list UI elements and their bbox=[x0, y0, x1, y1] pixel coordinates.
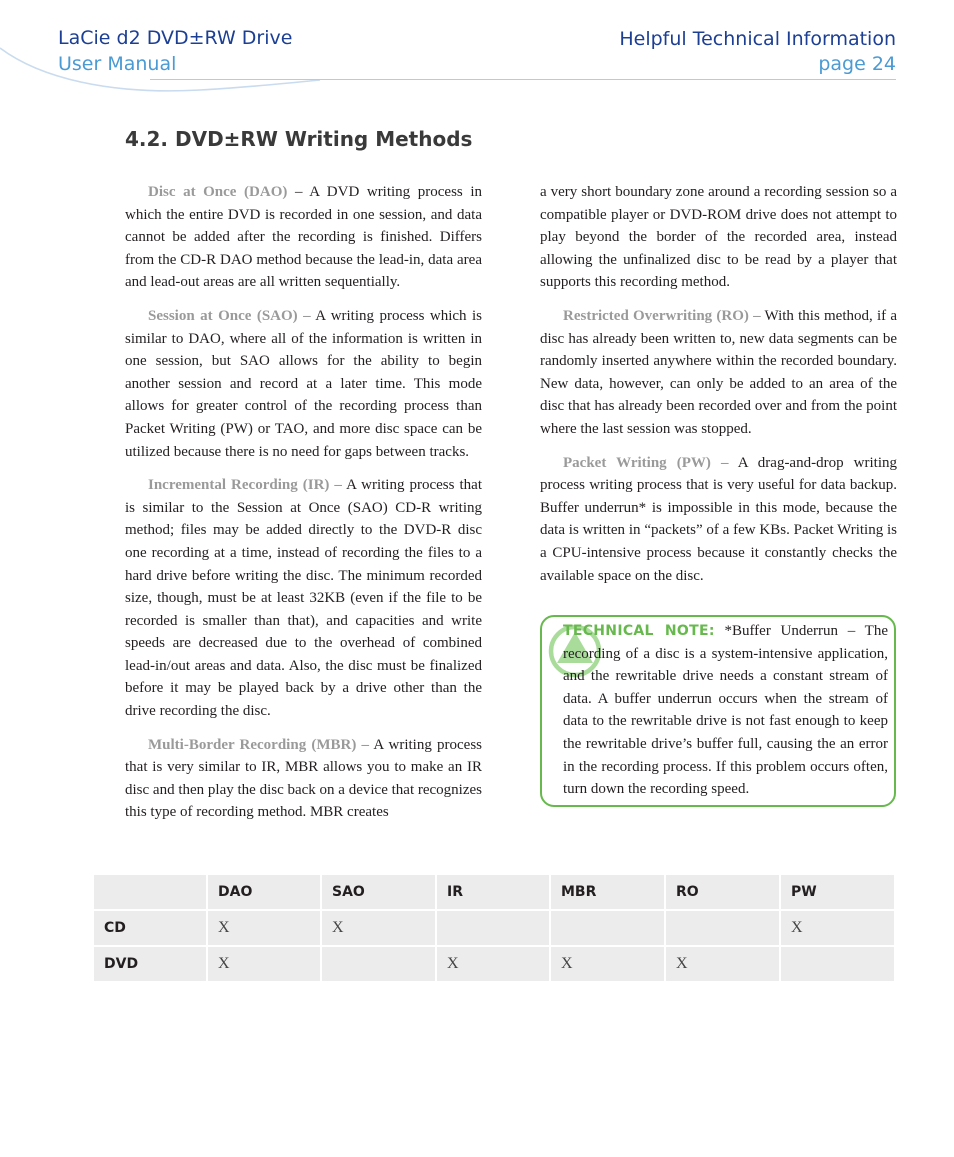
table-header-cell: SAO bbox=[322, 875, 435, 909]
text-ir: A writing process that is similar to the Session at Once (SAO) CD-R writing method; files may be added directly to the DVD-R disc one recording at a time, instead of recording the files to a hard drive before writing the disc. The minimum recorded size, though, must be at least 32KB (even if the file to be recorded is smaller than that), and capacities and write speeds are decreased due to the overhead of combined lead-in/out areas and data. Also, the disc must be finalized before it may be played back by a drive other than the drive recording the disc. bbox=[125, 477, 482, 720]
term-sao: Session at Once (SAO) – bbox=[148, 307, 311, 324]
paragraph-ro bbox=[540, 305, 897, 441]
table-cell: X bbox=[781, 911, 894, 945]
table-row bbox=[94, 911, 894, 945]
text-ro: With this method, if a disc has already been written to, new data segments can be randomly inserted anywhere within the recorded boundary. New data, however, can only be added to an area of the disc that has already been recorded over and from the point where the last session was stopped. bbox=[540, 307, 897, 437]
table-cell: X bbox=[437, 947, 549, 981]
technical-note-box bbox=[540, 615, 896, 807]
paragraph-dao bbox=[125, 181, 482, 294]
table-cell bbox=[781, 947, 894, 981]
table-cell bbox=[322, 947, 435, 981]
table-header-cell: IR bbox=[437, 875, 549, 909]
technical-note-text bbox=[563, 620, 888, 801]
row-label: DVD bbox=[94, 947, 206, 981]
paragraph-mbr bbox=[125, 734, 482, 824]
paragraph-mbr-continued: a very short boundary zone around a recording session so a compatible player or DVD-ROM drive does not attempt to play beyond the border of the recorded area, instead allowing the unfinalized disc to be read by a player that supports this recording method. bbox=[540, 184, 897, 291]
table-cell bbox=[551, 911, 664, 945]
left-column bbox=[125, 181, 482, 835]
header-divider bbox=[150, 79, 896, 80]
row-label: CD bbox=[94, 911, 206, 945]
table-cell: X bbox=[666, 947, 779, 981]
table-cell bbox=[666, 911, 779, 945]
term-pw: Packet Writing (PW) – bbox=[563, 454, 729, 471]
term-dao: Disc at Once (DAO) bbox=[148, 184, 288, 200]
technical-note-label: TECHNICAL NOTE: bbox=[563, 623, 715, 639]
text-mbr: A writing process that is very similar to IR, MBR allows you to make an IR disc and then play the disc back on a device that recognizes this type of recording method. MBR creates bbox=[125, 736, 482, 821]
text-sao: A writing process which is similar to DAO, where all of the information is written in one session, but SAO allows for the ability to begin another session and record at a later time. This mode allows for greater control of the recording process than Packet Writing (PW) or TAO, and more disc space can be utilized because there is no need for gaps between tracks. bbox=[125, 307, 483, 460]
compatibility-table bbox=[92, 873, 896, 983]
table-header-cell: RO bbox=[666, 875, 779, 909]
table-header-cell: DAO bbox=[208, 875, 320, 909]
table-cell: X bbox=[208, 947, 320, 981]
table-row bbox=[94, 947, 894, 981]
document-subtitle: User Manual bbox=[58, 53, 177, 75]
paragraph-sao bbox=[125, 305, 482, 463]
paragraph-ir bbox=[125, 474, 482, 723]
term-mbr: Multi-Border Recording (MBR) – bbox=[148, 736, 370, 753]
document-title: LaCie d2 DVD±RW Drive bbox=[58, 27, 293, 49]
table-header-cell bbox=[94, 875, 206, 909]
text-pw: A drag-and-drop writing process writing process that is very useful for data backup. Buffer underrun* is impossible in this mode, because the data is written in “packets” of a few KBs. Packet Writing is a CPU-intensive process because it constantly checks the available space on the disc. bbox=[540, 454, 897, 584]
table-cell: X bbox=[322, 911, 435, 945]
table-cell: X bbox=[551, 947, 664, 981]
page-heading: 4.2. DVD±RW Writing Methods bbox=[125, 127, 473, 151]
page-number: page 24 bbox=[818, 53, 896, 75]
technical-note-body: *Buffer Underrun – The recording of a disc is a system-intensive application, and the rewritable drive needs a constant stream of data. A buffer underrun occurs when the stream of data to the rewritable drive is not fast enough to keep the rewritable drive’s buffer full, causing the an error in the recording process. If this problem occurs often, turn down the recording speed. bbox=[563, 623, 888, 798]
section-title: Helpful Technical Information bbox=[619, 28, 896, 50]
term-ir: Incremental Recording (IR) – bbox=[148, 477, 342, 494]
text-dao: – A DVD writing process in which the entire DVD is recorded in one session, and data cannot be added after the recording is finished. Differs from the CD-R DAO method because the lead-in, data area and lead-out areas are all written sequentially. bbox=[125, 184, 482, 291]
paragraph-pw bbox=[540, 452, 897, 588]
table-cell: X bbox=[208, 911, 320, 945]
table-header-cell: MBR bbox=[551, 875, 664, 909]
table-header-row bbox=[94, 875, 894, 909]
table-header-cell: PW bbox=[781, 875, 894, 909]
right-column bbox=[540, 181, 897, 598]
table-cell bbox=[437, 911, 549, 945]
term-ro: Restricted Overwriting (RO) – bbox=[563, 307, 761, 324]
